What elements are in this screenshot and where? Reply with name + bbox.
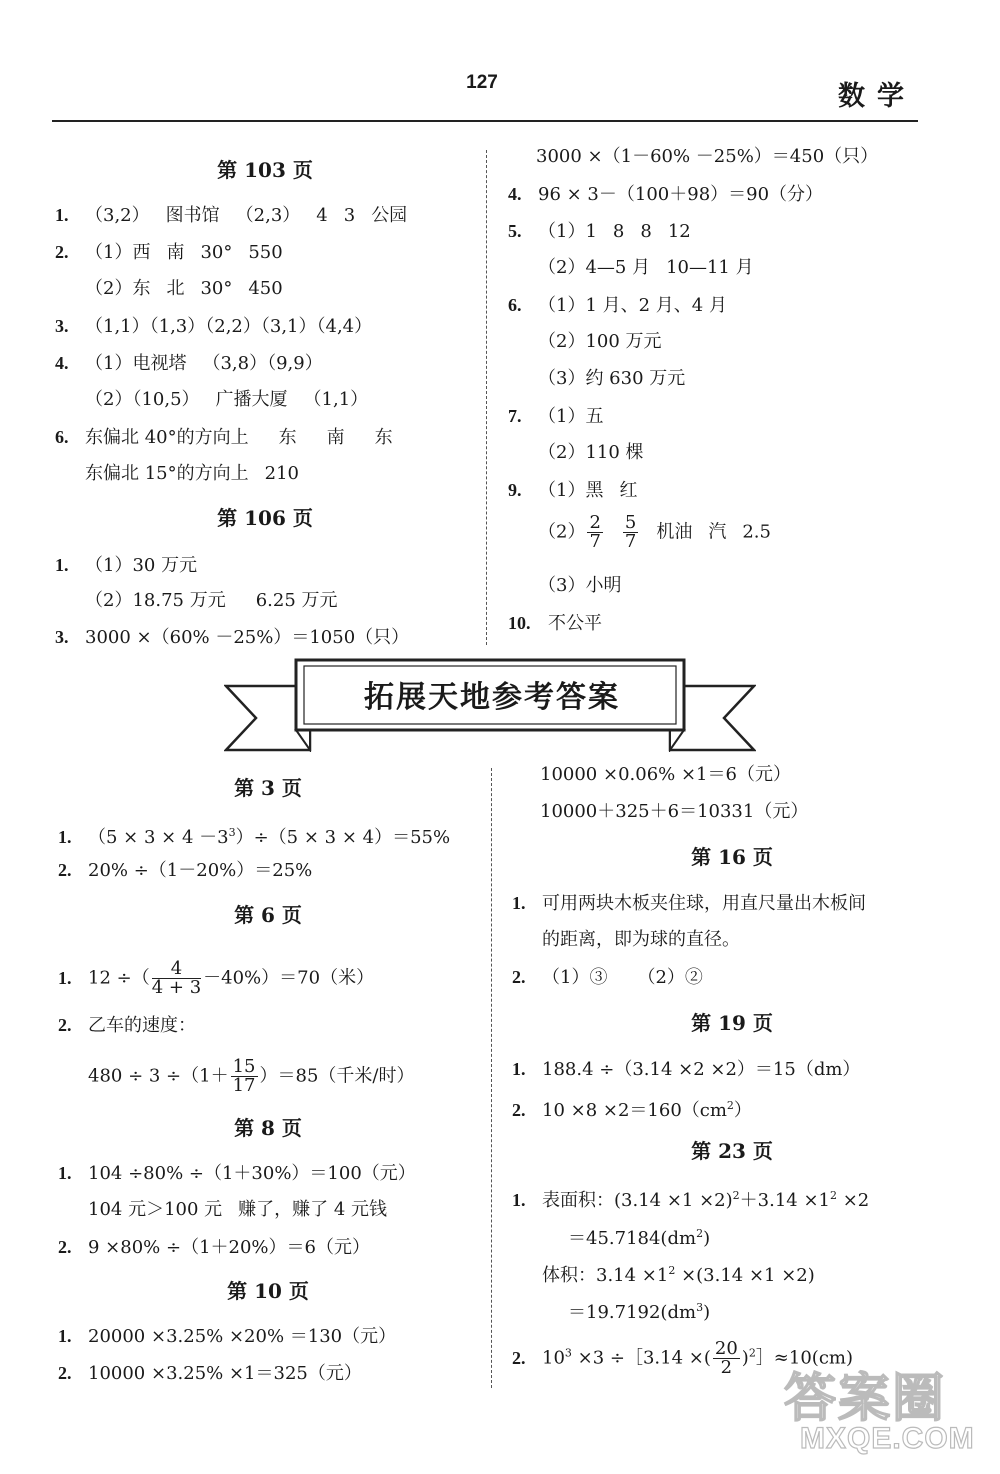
answer-item: 9. （1）黑 红 bbox=[508, 480, 638, 501]
answer-item: 5. （1）1 8 8 12 bbox=[508, 221, 691, 242]
watermark-logo: 答案圈 bbox=[784, 1369, 947, 1429]
fraction: $\frac{4}{4 + 3}$ bbox=[151, 958, 202, 998]
answer-item: 4. （1）电视塔 （3,8）（9,9） bbox=[55, 353, 323, 374]
answer-line: 的距离，即为球的直径。 bbox=[542, 929, 740, 950]
answer-line: 东偏北 15°的方向上 210 bbox=[85, 463, 299, 484]
section-heading: 第 10 页 bbox=[227, 1279, 309, 1303]
fraction: $\frac{20}{2}$ bbox=[714, 1338, 738, 1378]
answer-item: 2. $10 \times 8 \times 2=160(cm^2)$ bbox=[512, 1099, 752, 1121]
answer-item: 2. 20% ÷（1－20%）＝25% bbox=[58, 860, 313, 881]
answer-item: 2. 10000 ×3.25% ×1＝325（元） bbox=[58, 1363, 362, 1384]
column-divider-top bbox=[486, 150, 487, 645]
answer-item: 1. 20000 ×3.25% ×20% ＝130（元） bbox=[58, 1326, 397, 1347]
answer-item: 3. 3000 ×（60% －25%）＝1050（只） bbox=[55, 627, 410, 648]
answer-line: （2）110 棵 bbox=[538, 442, 644, 463]
page-number: 127 bbox=[466, 72, 498, 93]
answer-item: 1. 188.4 ÷（3.14 ×2 ×2）＝15（dm） bbox=[512, 1059, 861, 1080]
answer-line: 10000＋325＋6＝10331（元） bbox=[540, 801, 809, 822]
answer-line: （3）小明 bbox=[538, 575, 622, 596]
answer-item: 6. （1）1 月、2 月、4 月 bbox=[508, 295, 727, 316]
answer-line: 104 元＞100 元 赚了，赚了 4 元钱 bbox=[88, 1199, 388, 1220]
answer-line: 体积：$3.14 \times 1^2 \times(3.14 \times 1 \times 2)$ bbox=[542, 1264, 815, 1286]
fraction: $\frac{2}{7}$ bbox=[589, 512, 601, 552]
answer-item: 2. （1）③ （2）② bbox=[512, 967, 703, 988]
answer-line: （2）18.75 万元 6.25 万元 bbox=[85, 590, 338, 611]
column-divider-bottom bbox=[491, 768, 492, 1388]
fraction: $\frac{5}{7}$ bbox=[624, 512, 637, 552]
section-heading: 第 8 页 bbox=[234, 1116, 302, 1140]
answer-item: 2. 乙车的速度： bbox=[58, 1015, 196, 1036]
answer-item: 2. $10^3 \times 3$ ÷［3.14 ×( $\frac{20}{2}$ )$^2$］≈10(cm) bbox=[512, 1338, 853, 1378]
answer-item: 1. 12 ÷（ $\frac{4}{4 + 3}$ －40%）＝70（米） bbox=[58, 958, 375, 998]
answer-item: 4. 96 × 3－（100＋98）＝90（分） bbox=[508, 184, 824, 205]
bottom-right-column bbox=[512, 0, 952, 1474]
watermark bbox=[782, 1356, 982, 1466]
answer-line: 3000 ×（1－60% －25%）＝450（只） bbox=[536, 146, 879, 167]
answer-item: 6. 东偏北 40°的方向上 东 南 东 bbox=[55, 427, 393, 448]
answer-item: 1. （3,2） 图书馆 （2,3） 4 3 公园 bbox=[55, 205, 408, 226]
bottom-left-column bbox=[58, 0, 478, 1474]
answer-item: 1. $(5 \times 3 \times 4 -3^3)\div(5 \times 3 \times 4)=55\%$ bbox=[58, 826, 451, 848]
answer-line: $=19.7192(dm^3)$ bbox=[568, 1301, 711, 1323]
section-heading: 第 23 页 bbox=[691, 1139, 773, 1163]
section-heading: 第 16 页 bbox=[691, 845, 773, 869]
answer-line: （2）（10,5） 广播大厦 （1,1） bbox=[85, 389, 369, 410]
answer-line: （2）东 北 30° 450 bbox=[85, 278, 283, 299]
answer-line: （2）4—5 月 10—11 月 bbox=[538, 257, 754, 278]
answer-item: 1. 表面积：$(3.14 \times 1 \times 2)^2+3.14 \times 1^2 \times 2$ bbox=[512, 1189, 870, 1211]
watermark-url: MXQE.COM bbox=[800, 1422, 975, 1455]
answer-line: （3）约 630 万元 bbox=[538, 368, 686, 389]
answer-line: （2）100 万元 bbox=[538, 331, 662, 352]
answer-item: 1. （1）30 万元 bbox=[55, 555, 198, 576]
section-heading: 第 19 页 bbox=[691, 1011, 773, 1035]
answer-line: 480 ÷ 3 ÷（1＋ $\frac{15}{17}$ ）＝85（千米/时） bbox=[88, 1056, 415, 1096]
answer-item: 3. （1,1）（1,3）（2,2）（3,1）（4,4） bbox=[55, 316, 373, 337]
answer-line: $=45.7184(dm^2)$ bbox=[568, 1227, 711, 1249]
fraction: $\frac{15}{17}$ bbox=[232, 1056, 256, 1096]
answer-item: 10. 不公平 bbox=[508, 613, 602, 634]
section-heading: 第 103 页 bbox=[217, 158, 313, 182]
answer-item: 1. 可用两块木板夹住球，用直尺量出木板间 bbox=[512, 893, 866, 914]
section-heading: 第 106 页 bbox=[217, 506, 313, 530]
banner-title: 拓展天地参考答案 bbox=[364, 680, 620, 715]
answer-item: 2. （1）西 南 30° 550 bbox=[55, 242, 283, 263]
answer-item: 7. （1）五 bbox=[508, 406, 604, 427]
answer-item: 2. 9 ×80% ÷（1＋20%）＝6（元） bbox=[58, 1237, 370, 1258]
answer-line: （2） $\frac{2}{7}$ $\frac{5}{7}$ 机油 汽 2.5 bbox=[538, 512, 771, 552]
subject-title: 数学 bbox=[838, 81, 916, 112]
section-heading: 第 6 页 bbox=[234, 903, 302, 927]
answer-line: 10000 ×0.06% ×1＝6（元） bbox=[540, 764, 791, 785]
answer-item: 1. 104 ÷80% ÷（1＋30%）＝100（元） bbox=[58, 1163, 416, 1184]
section-heading: 第 3 页 bbox=[234, 776, 302, 800]
